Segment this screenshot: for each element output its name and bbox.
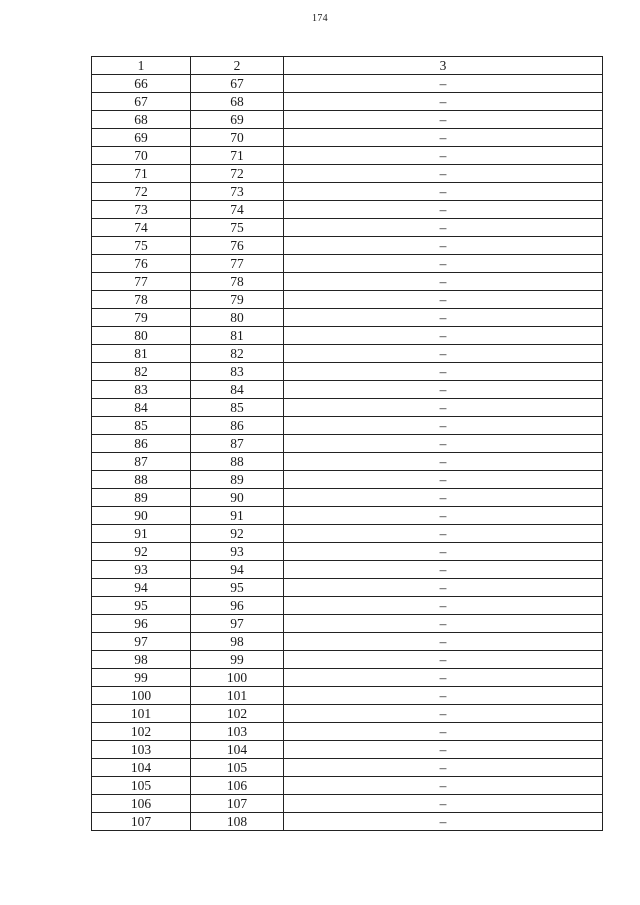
table-cell-col-1: 73	[92, 201, 191, 219]
table-cell-col-3: –	[284, 417, 603, 435]
table-row	[92, 543, 603, 561]
table-cell-col-2: 93	[191, 543, 284, 561]
table-cell-col-2: 105	[191, 759, 284, 777]
table-cell-col-3: –	[284, 237, 603, 255]
table-row	[92, 111, 603, 129]
table-cell-col-1: 98	[92, 651, 191, 669]
table-cell-col-3: –	[284, 453, 603, 471]
table-row	[92, 705, 603, 723]
table-body	[92, 75, 603, 831]
table-cell-col-3: –	[284, 273, 603, 291]
table-cell-col-2: 91	[191, 507, 284, 525]
table-cell-col-2: 83	[191, 363, 284, 381]
table-cell-col-3: –	[284, 795, 603, 813]
table-cell-col-1: 100	[92, 687, 191, 705]
table-cell-col-3: –	[284, 633, 603, 651]
table-row	[92, 471, 603, 489]
table-cell-col-3: –	[284, 75, 603, 93]
table-cell-col-2: 89	[191, 471, 284, 489]
table-cell-col-3: –	[284, 489, 603, 507]
table-cell-col-2: 96	[191, 597, 284, 615]
table-cell-col-3: –	[284, 507, 603, 525]
table-cell-col-1: 74	[92, 219, 191, 237]
table-cell-col-3: –	[284, 651, 603, 669]
table-cell-col-1: 105	[92, 777, 191, 795]
table-cell-col-1: 106	[92, 795, 191, 813]
table-row	[92, 399, 603, 417]
table-row	[92, 363, 603, 381]
table-row	[92, 201, 603, 219]
table-cell-col-2: 101	[191, 687, 284, 705]
table-header-row	[92, 57, 603, 75]
table-cell-col-2: 90	[191, 489, 284, 507]
table-cell-col-1: 102	[92, 723, 191, 741]
table-cell-col-1: 80	[92, 327, 191, 345]
table-cell-col-3: –	[284, 741, 603, 759]
table-cell-col-1: 107	[92, 813, 191, 831]
table-cell-col-3: –	[284, 219, 603, 237]
table-row	[92, 669, 603, 687]
table-cell-col-2: 102	[191, 705, 284, 723]
table-cell-col-1: 75	[92, 237, 191, 255]
table-row	[92, 291, 603, 309]
table-cell-col-2: 69	[191, 111, 284, 129]
table-cell-col-2: 108	[191, 813, 284, 831]
table-cell-col-1: 69	[92, 129, 191, 147]
table-row	[92, 525, 603, 543]
table-cell-col-1: 72	[92, 183, 191, 201]
table-row	[92, 759, 603, 777]
table-cell-col-3: –	[284, 183, 603, 201]
table-cell-col-3: –	[284, 615, 603, 633]
table-row	[92, 75, 603, 93]
table-row	[92, 93, 603, 111]
table-row	[92, 435, 603, 453]
column-header-2: 2	[191, 57, 284, 75]
table-row	[92, 183, 603, 201]
table-cell-col-3: –	[284, 723, 603, 741]
table-cell-col-1: 94	[92, 579, 191, 597]
table-row	[92, 309, 603, 327]
table-cell-col-2: 79	[191, 291, 284, 309]
table-cell-col-2: 92	[191, 525, 284, 543]
table-cell-col-1: 90	[92, 507, 191, 525]
table-cell-col-3: –	[284, 255, 603, 273]
table-cell-col-1: 91	[92, 525, 191, 543]
table-cell-col-1: 101	[92, 705, 191, 723]
table-cell-col-3: –	[284, 309, 603, 327]
table-cell-col-3: –	[284, 525, 603, 543]
table-cell-col-1: 88	[92, 471, 191, 489]
table-row	[92, 579, 603, 597]
table-cell-col-2: 97	[191, 615, 284, 633]
table-cell-col-3: –	[284, 291, 603, 309]
table-cell-col-2: 87	[191, 435, 284, 453]
table-cell-col-3: –	[284, 399, 603, 417]
table-cell-col-3: –	[284, 777, 603, 795]
table-row	[92, 327, 603, 345]
table-row	[92, 255, 603, 273]
table-row	[92, 237, 603, 255]
table-cell-col-2: 76	[191, 237, 284, 255]
table-cell-col-3: –	[284, 813, 603, 831]
table-row	[92, 147, 603, 165]
table-cell-col-3: –	[284, 147, 603, 165]
table-cell-col-1: 67	[92, 93, 191, 111]
table-cell-col-3: –	[284, 345, 603, 363]
table-cell-col-3: –	[284, 543, 603, 561]
table-cell-col-3: –	[284, 435, 603, 453]
table-row	[92, 453, 603, 471]
table-cell-col-1: 82	[92, 363, 191, 381]
table-cell-col-3: –	[284, 471, 603, 489]
table-row	[92, 687, 603, 705]
table-row	[92, 219, 603, 237]
table-cell-col-2: 68	[191, 93, 284, 111]
table-cell-col-2: 94	[191, 561, 284, 579]
table-cell-col-1: 97	[92, 633, 191, 651]
table-cell-col-2: 74	[191, 201, 284, 219]
table-row	[92, 741, 603, 759]
table-cell-col-1: 66	[92, 75, 191, 93]
table-row	[92, 633, 603, 651]
table-cell-col-1: 71	[92, 165, 191, 183]
table-row	[92, 795, 603, 813]
table-cell-col-1: 96	[92, 615, 191, 633]
table-cell-col-2: 100	[191, 669, 284, 687]
table-cell-col-3: –	[284, 597, 603, 615]
table-row	[92, 615, 603, 633]
table-cell-col-3: –	[284, 687, 603, 705]
table-cell-col-2: 81	[191, 327, 284, 345]
table-cell-col-2: 77	[191, 255, 284, 273]
table-cell-col-2: 104	[191, 741, 284, 759]
table-cell-col-2: 72	[191, 165, 284, 183]
table-cell-col-2: 86	[191, 417, 284, 435]
table-row	[92, 777, 603, 795]
page-number: 174	[312, 13, 328, 24]
table-row	[92, 597, 603, 615]
table-cell-col-3: –	[284, 579, 603, 597]
table-cell-col-3: –	[284, 759, 603, 777]
data-table	[91, 56, 603, 831]
table-cell-col-2: 99	[191, 651, 284, 669]
table-cell-col-1: 95	[92, 597, 191, 615]
table-cell-col-1: 93	[92, 561, 191, 579]
table-cell-col-3: –	[284, 327, 603, 345]
table-cell-col-1: 104	[92, 759, 191, 777]
table-cell-col-1: 85	[92, 417, 191, 435]
table-cell-col-1: 87	[92, 453, 191, 471]
table-cell-col-2: 103	[191, 723, 284, 741]
table-cell-col-2: 84	[191, 381, 284, 399]
table-row	[92, 273, 603, 291]
table-cell-col-1: 70	[92, 147, 191, 165]
table-cell-col-1: 83	[92, 381, 191, 399]
table-cell-col-2: 88	[191, 453, 284, 471]
table-cell-col-3: –	[284, 111, 603, 129]
table-cell-col-2: 73	[191, 183, 284, 201]
table-row	[92, 417, 603, 435]
column-header-1: 1	[92, 57, 191, 75]
table-row	[92, 381, 603, 399]
table-cell-col-1: 78	[92, 291, 191, 309]
table-row	[92, 651, 603, 669]
table-cell-col-3: –	[284, 705, 603, 723]
table-row	[92, 489, 603, 507]
column-header-3: 3	[284, 57, 603, 75]
table-cell-col-3: –	[284, 363, 603, 381]
table-row	[92, 723, 603, 741]
table-cell-col-2: 70	[191, 129, 284, 147]
table-cell-col-1: 103	[92, 741, 191, 759]
table-cell-col-3: –	[284, 165, 603, 183]
table-cell-col-2: 71	[191, 147, 284, 165]
table-cell-col-1: 84	[92, 399, 191, 417]
table-cell-col-2: 78	[191, 273, 284, 291]
table-cell-col-2: 85	[191, 399, 284, 417]
table-cell-col-3: –	[284, 129, 603, 147]
table-row	[92, 345, 603, 363]
table-row	[92, 507, 603, 525]
table-cell-col-3: –	[284, 201, 603, 219]
table-cell-col-3: –	[284, 93, 603, 111]
table-cell-col-1: 77	[92, 273, 191, 291]
table-cell-col-2: 75	[191, 219, 284, 237]
table-cell-col-2: 67	[191, 75, 284, 93]
table-cell-col-1: 79	[92, 309, 191, 327]
table-cell-col-1: 99	[92, 669, 191, 687]
table-cell-col-2: 98	[191, 633, 284, 651]
table-cell-col-1: 81	[92, 345, 191, 363]
table-row	[92, 561, 603, 579]
table-cell-col-1: 92	[92, 543, 191, 561]
table-cell-col-2: 95	[191, 579, 284, 597]
table-row	[92, 165, 603, 183]
table-row	[92, 813, 603, 831]
table-cell-col-1: 89	[92, 489, 191, 507]
table-cell-col-3: –	[284, 561, 603, 579]
table-cell-col-1: 68	[92, 111, 191, 129]
table-row	[92, 129, 603, 147]
table-cell-col-2: 107	[191, 795, 284, 813]
table-cell-col-1: 86	[92, 435, 191, 453]
table-cell-col-2: 80	[191, 309, 284, 327]
table-cell-col-2: 106	[191, 777, 284, 795]
table-cell-col-3: –	[284, 381, 603, 399]
table-cell-col-3: –	[284, 669, 603, 687]
table-cell-col-2: 82	[191, 345, 284, 363]
table-cell-col-1: 76	[92, 255, 191, 273]
